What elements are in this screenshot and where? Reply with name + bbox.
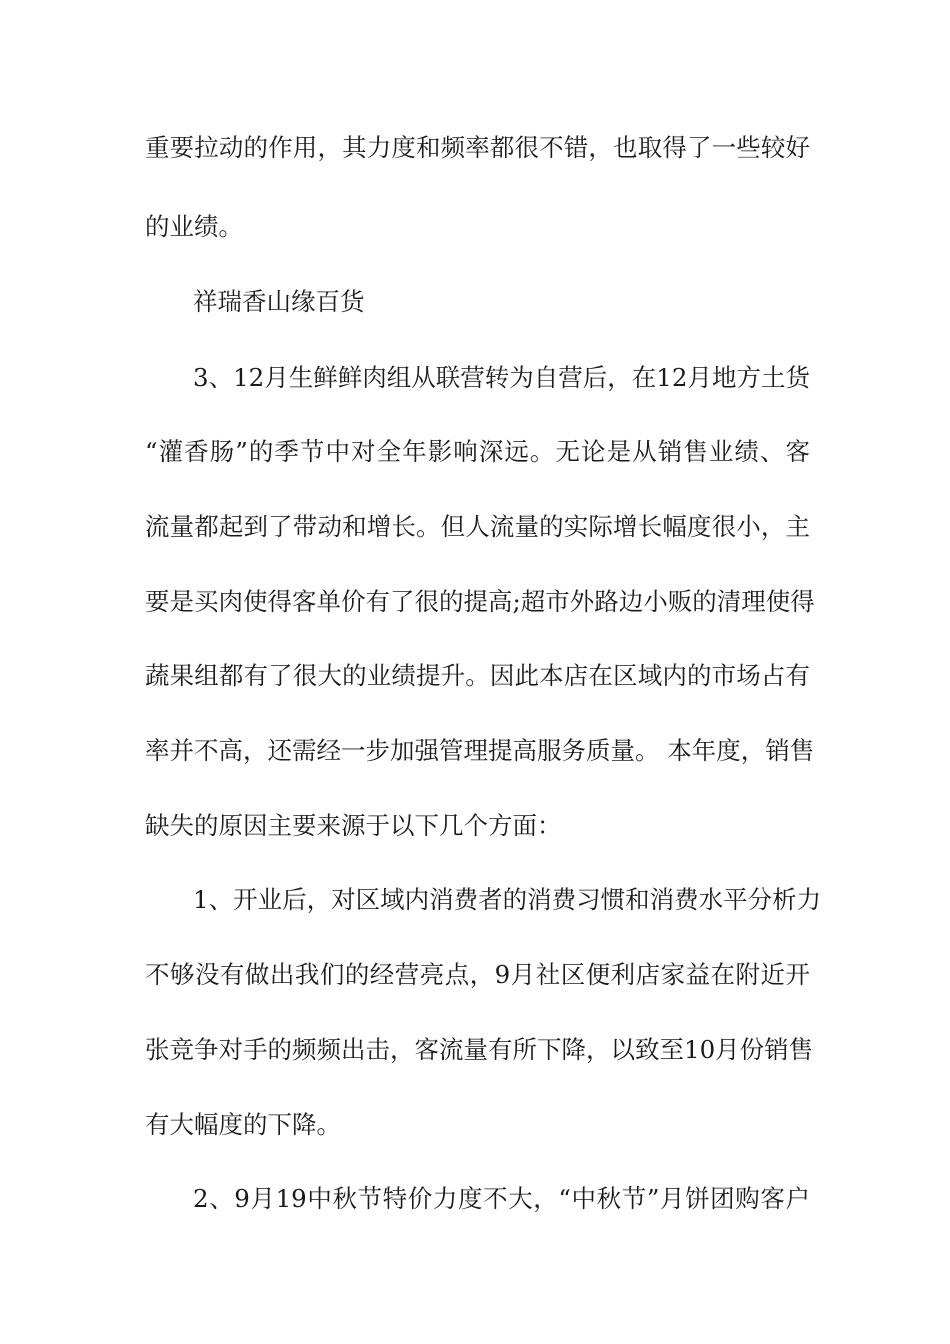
body-text-line: 要是买肉使得客单价有了很的提高;超市外路边小贩的清理使得 <box>145 587 815 616</box>
section-heading: 祥瑞香山缘百货 <box>193 287 365 316</box>
body-text-line: 的业绩。 <box>145 212 243 241</box>
body-text-line: 不够没有做出我们的经营亮点，9月社区便利店家益在附近开 <box>145 960 810 989</box>
body-text-line: 缺失的原因主要来源于以下几个方面： <box>145 811 562 840</box>
body-text-line: 2、9月19中秋节特价力度不大，“中秋节”月饼团购客户 <box>193 1184 810 1213</box>
body-text-line: 蔬果组都有了很大的业绩提升。因此本店在区域内的市场占有 <box>145 661 810 690</box>
body-text-line: 张竞争对手的频频出击，客流量有所下降，以致至10月份销售 <box>145 1035 814 1064</box>
body-text-line: 有大幅度的下降。 <box>145 1110 341 1139</box>
body-text-line: 3、12月生鲜鲜肉组从联营转为自营后，在12月地方土货 <box>193 363 810 392</box>
body-text-line: 率并不高，还需经一步加强管理提高服务质量。 本年度，销售 <box>145 736 815 765</box>
body-text-line: 重要拉动的作用，其力度和频率都很不错，也取得了一些较好 <box>145 133 810 162</box>
body-text-line: 流量都起到了带动和增长。但人流量的实际增长幅度很小，主 <box>145 512 810 541</box>
body-text-line: “灌香肠”的季节中对全年影响深远。无论是从销售业绩、客 <box>145 437 810 466</box>
body-text-line: 1、开业后，对区域内消费者的消费习惯和消费水平分析力 <box>193 885 822 914</box>
